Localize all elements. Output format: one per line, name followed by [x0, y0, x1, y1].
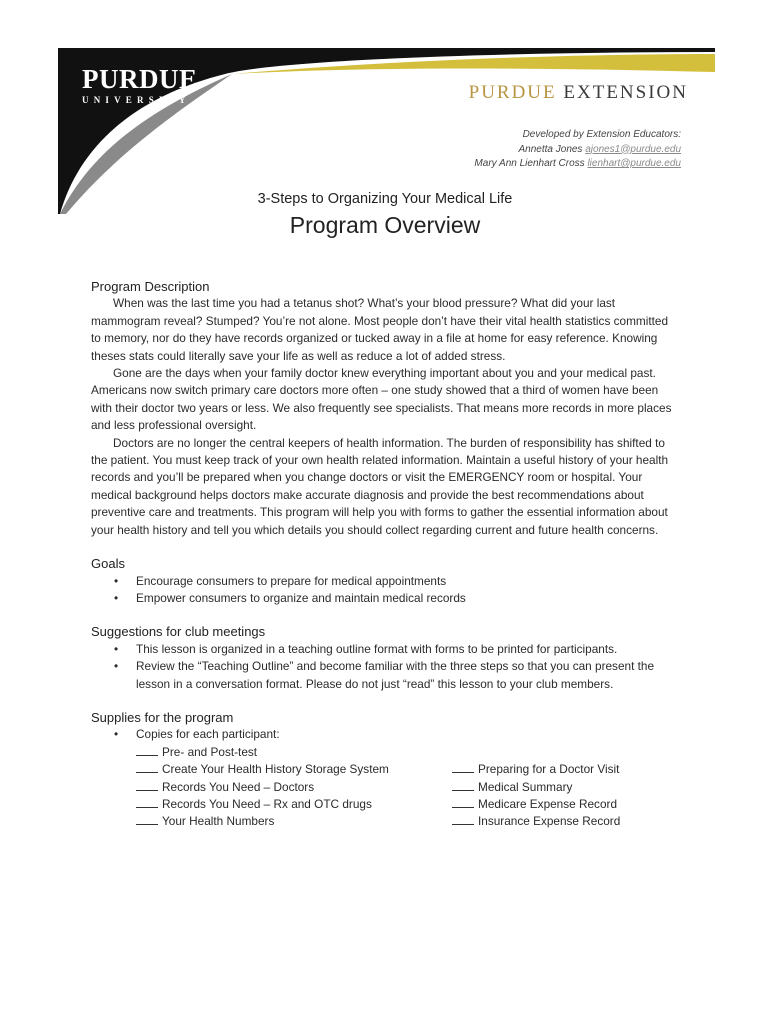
goal-item: • Empower consumers to organize and maintain medical records — [91, 590, 681, 607]
checklist-item-label: Records You Need – Doctors — [162, 779, 315, 794]
checklist-item-label: Pre- and Post-test — [162, 744, 258, 759]
description-paragraph: When was the last time you had a tetanus shot? What’s your blood pressure? What did your last mammogram reveal? Stumped? You’re not alone. Most people don’t have their vital health statistics committed to memory, nor do they have records organized or tucked away in a file at home for easy reference. Knowing theses stats could literally save your life as well as reduce a lot of added stress. — [91, 296, 669, 363]
goal-item: • Encourage consumers to prepare for medical appointments — [91, 573, 681, 590]
checklist-item — [136, 761, 452, 778]
checklist-column-1 — [136, 744, 452, 831]
credits-author-2 — [474, 157, 681, 172]
description-paragraph: Doctors are no longer the central keepers of health information. The burden of responsibility has shifted to the patient. You must keep track of your own health related information. Maintain a useful history of your health records and you’ll be prepared when you change doctors or visit the EMERGENCY room or hospital. Your medical background helps doctors make accurate diagnosis and provide the best recommendations about preventive care and treatments. This program will help you with forms to gather the essential information about your health history and tell you which details you should collect regarding current and future health concerns. — [91, 435, 669, 537]
checklist-item-label: Create Your Health History Storage System — [162, 762, 389, 777]
supplies-section — [91, 709, 681, 831]
checklist-item-label: Medicare Expense Record — [478, 796, 618, 811]
author-2-name: Mary Ann Lienhart Cross — [474, 158, 585, 169]
checklist-item — [452, 761, 620, 778]
suggestions-list — [91, 641, 681, 693]
extension-title-purdue: PURDUE — [468, 82, 557, 103]
document-title: Program Overview — [289, 212, 481, 238]
checklist-item — [452, 779, 620, 796]
credits-line: Developed by Extension Educators: — [522, 129, 681, 140]
checkbox-blank[interactable] — [452, 796, 474, 808]
main-content — [91, 278, 681, 831]
description-paragraph: Gone are the days when your family doctor knew everything important about you and your medical past. Americans now switch primary care doctors more often – one study showed that a third of women have been with their doctor two years or less. We also frequently see specialists. That means more records in more places and less professional oversight. — [91, 366, 672, 433]
checkbox-blank[interactable] — [452, 813, 474, 825]
supplies-heading: Supplies for the program — [91, 709, 234, 725]
supplies-checklist — [91, 744, 681, 831]
checkbox-blank[interactable] — [136, 813, 158, 825]
extension-title-extension: EXTENSION — [563, 82, 688, 103]
checklist-item-label: Records You Need – Rx and OTC drugs — [162, 796, 372, 811]
checkbox-blank[interactable] — [136, 744, 158, 756]
logo-main-text: PURDUE — [82, 64, 198, 94]
checklist-item — [136, 779, 452, 796]
checklist-item-label: Insurance Expense Record — [478, 814, 621, 829]
program-description-heading: Program Description — [91, 279, 210, 294]
checklist-item-label: Preparing for a Doctor Visit — [478, 762, 620, 777]
supplies-list — [91, 726, 681, 743]
goals-section — [91, 555, 681, 607]
author-1-name: Annetta Jones — [518, 143, 583, 155]
program-description-section — [91, 278, 681, 539]
checkbox-blank[interactable] — [136, 761, 158, 773]
logo-sub-text: UNIVERSITY — [82, 95, 191, 105]
checklist-item-label: Medical Summary — [478, 779, 573, 794]
author-1-email-link[interactable]: ajones1@purdue.edu — [585, 143, 681, 155]
checklist-item — [136, 744, 452, 761]
checklist-item — [452, 796, 620, 813]
supplies-intro: • Copies for each participant: — [91, 726, 681, 743]
goals-heading: Goals — [91, 556, 125, 572]
checkbox-blank[interactable] — [452, 761, 474, 773]
suggestions-heading: Suggestions for club meetings — [91, 624, 266, 640]
suggestion-item: • This lesson is organized in a teaching outline format with forms to be printed for participants. — [91, 641, 681, 658]
checkbox-blank[interactable] — [452, 779, 474, 791]
checkbox-blank[interactable] — [136, 796, 158, 808]
checkbox-blank[interactable] — [136, 779, 158, 791]
checklist-column-2 — [452, 761, 620, 831]
suggestion-item: • Review the “Teaching Outline” and become familiar with the three steps so that you can present the lesson in a conversation format. Please do not just “read” this lesson to your club members. — [91, 658, 681, 693]
document-subtitle: 3-Steps to Organizing Your Medical Life — [257, 191, 513, 207]
checklist-item-label: Your Health Numbers — [162, 814, 275, 829]
author-2-email-link[interactable]: lienhart@purdue.edu — [587, 158, 681, 169]
purdue-extension-title — [469, 82, 688, 104]
purdue-university-logo — [82, 66, 198, 105]
goals-list — [91, 573, 681, 608]
credits-block — [474, 128, 681, 172]
checklist-item — [452, 813, 620, 830]
suggestions-section — [91, 623, 681, 693]
checklist-item — [136, 796, 452, 813]
checklist-item — [136, 813, 452, 830]
credits-author-1 — [474, 143, 681, 158]
header-banner — [0, 0, 770, 220]
